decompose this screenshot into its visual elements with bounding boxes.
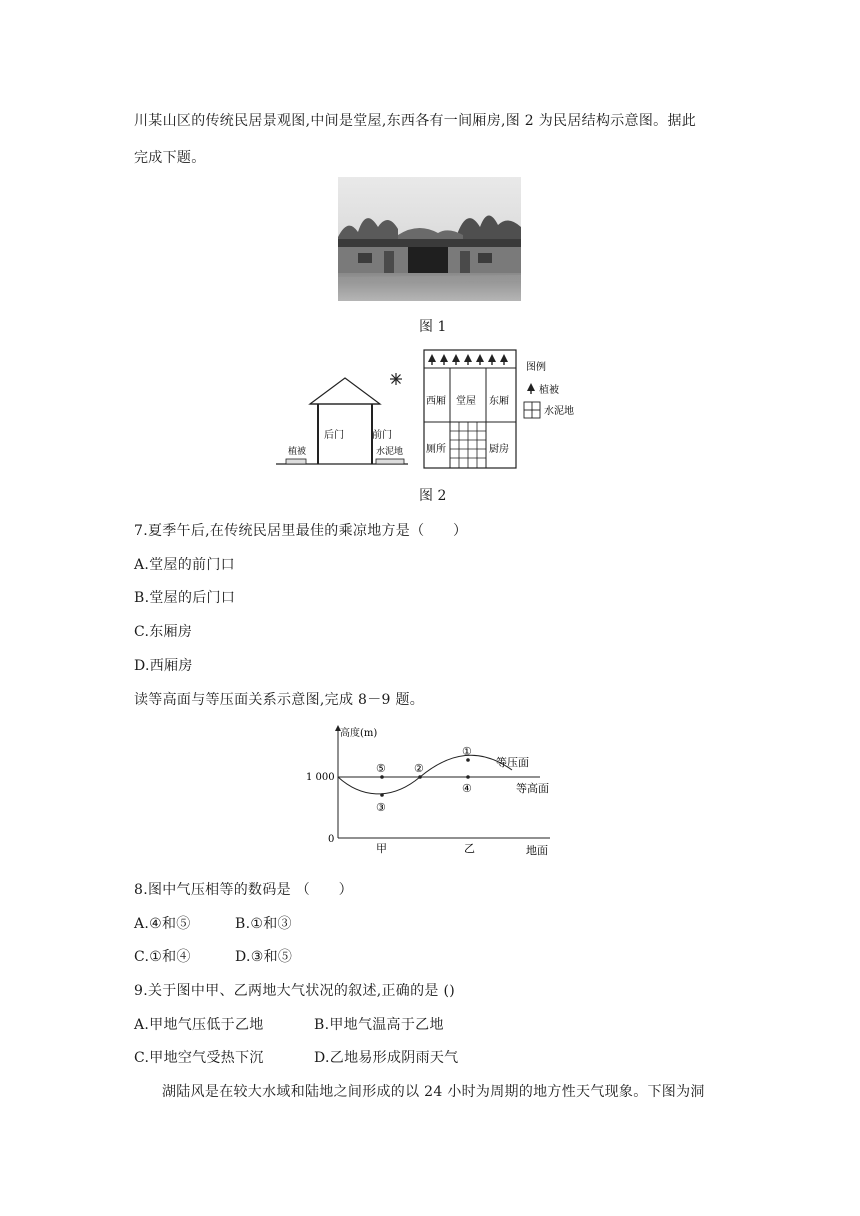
legend-title: 图例 [526, 362, 546, 373]
q9-option-c: C.甲地空气受热下沉 [134, 1050, 264, 1066]
y-tick-1000: 1 000 [306, 772, 335, 783]
point-5: ⑤ [376, 762, 386, 775]
west-wing-label: 西厢 [426, 396, 446, 407]
point-3: ③ [376, 801, 386, 814]
q8-option-c: C.①和④ [134, 949, 191, 965]
q9-option-a: A.甲地气压低于乙地 [134, 1017, 264, 1033]
intro-line-2: 完成下题。 [134, 150, 206, 166]
kitchen-label: 厨房 [489, 444, 509, 455]
figure1-caption: 图 1 [419, 319, 447, 335]
main-hall-label: 堂屋 [456, 396, 476, 407]
point-2: ② [414, 762, 424, 775]
place-yi: 乙 [464, 842, 475, 855]
legend [524, 383, 540, 418]
vegetation-row [428, 354, 508, 365]
figure3-diagram [300, 722, 570, 862]
q9-option-b: B.甲地气温高于乙地 [314, 1017, 444, 1033]
lake-breeze-paragraph: 湖陆风是在较大水域和陆地之间形成的以 24 小时为周期的地方性天气现象。下图为洞 [162, 1084, 705, 1100]
q7-option-b: B.堂屋的后门口 [134, 590, 236, 606]
legend-vegetation: 植被 [539, 385, 559, 396]
cement-label: 水泥地 [376, 447, 404, 457]
lead-8-9: 读等高面与等压面关系示意图,完成 8－9 题。 [134, 692, 425, 708]
isoheight-label: 等高面 [516, 782, 549, 795]
q8-stem: 8.图中气压相等的数码是 （ ） [134, 882, 353, 898]
figure2-diagram [272, 346, 602, 476]
q7-stem: 7.夏季午后,在传统民居里最佳的乘凉地方是（ ） [134, 523, 468, 539]
point-4: ④ [462, 782, 472, 795]
figure1-photo [338, 177, 521, 301]
q9-stem: 9.关于图中甲、乙两地大气状况的叙述,正确的是 () [134, 983, 455, 999]
vegetation-label: 植被 [288, 447, 307, 457]
back-door-label: 后门 [324, 430, 344, 441]
point-1: ① [462, 745, 472, 758]
y-axis-label: 高度(m) [340, 728, 378, 739]
q8-option-d: D.③和⑤ [235, 949, 293, 965]
sun-icon [390, 373, 402, 385]
east-wing-label: 东厢 [489, 396, 509, 407]
q8-option-b: B.①和③ [235, 916, 292, 932]
place-jia: 甲 [376, 842, 387, 855]
q7-option-a: A.堂屋的前门口 [134, 557, 235, 573]
ground-label: 地面 [526, 844, 548, 857]
q7-option-c: C.东厢房 [134, 624, 193, 640]
front-door-label: 前门 [372, 430, 392, 441]
isobar-label: 等压面 [496, 756, 529, 769]
q9-option-d: D.乙地易形成阴雨天气 [314, 1050, 459, 1066]
legend-cement: 水泥地 [544, 406, 574, 417]
figure2-caption: 图 2 [419, 488, 447, 504]
q7-option-d: D.西厢房 [134, 658, 193, 674]
intro-line-1: 川某山区的传统民居景观图,中间是堂屋,东西各有一间厢房,图 2 为民居结构示意图。据此 [134, 113, 697, 129]
y-tick-0: 0 [328, 834, 335, 845]
q8-option-a: A.④和⑤ [134, 916, 191, 932]
toilet-label: 厕所 [426, 444, 446, 455]
